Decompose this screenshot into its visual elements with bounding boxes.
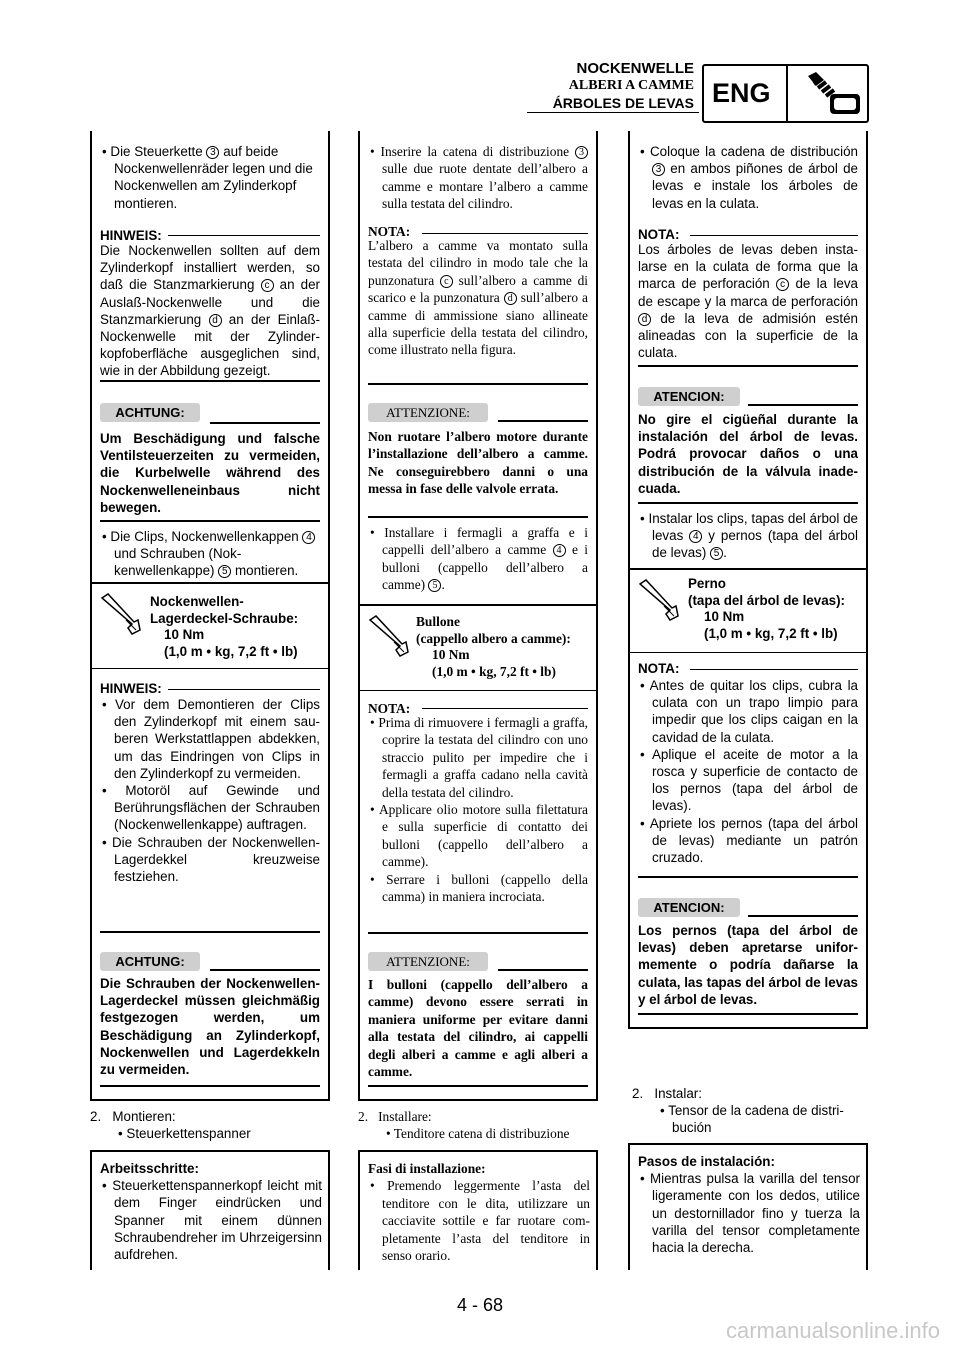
list-item: • Serrare i bulloni (cappello della camma) in maniera incrociata. (370, 871, 588, 905)
torque-wrench-icon (366, 614, 410, 658)
es-step1b: • Instalar los clips, tapas del árbol de levas 4 y pernos (tapa del árbol de levas) 5 . (640, 511, 858, 561)
de-achtung2-text: Die Schrauben der Nockenwellen-Lagerdeckel müssen gleichmäßig festgezogen werden, um Beschädigung an Zylinderkopf, Nockenwellen und Lagerdekkeln zu vermeiden. (100, 976, 320, 1078)
de-achtung1-text: Um Beschädigung und falsche Ventilsteuerzeiten zu vermeiden, die Kurbelwelle während des Nockenwelleneinbaus nicht bewegen. (100, 431, 320, 515)
title-it: ALBERI A CAMME (568, 78, 694, 93)
de-achtung2-label: ACHTUNG: (100, 952, 200, 971)
de-step2: 2. Montieren: • Steuerkettenspanner (90, 1109, 251, 1142)
de-step1: • Die Steuerkette 3 auf beide Nockenwellenräder legen und die Nockenwellen am Zylinderkopf montieren. (102, 144, 313, 211)
header-underline (527, 112, 699, 113)
de-achtung1-label: ACHTUNG: (100, 403, 200, 422)
it-step1: • Inserire la catena di distribuzione 3 sulle due ruote dentate dell’albero a camme e montare l’albero a camme sulla testata del cilindro. (370, 144, 588, 212)
de-hinweis2-label: HINWEIS: (100, 681, 162, 696)
es-nota1-text: Los árboles de levas deben instalarse en la culata de forma que la marca de perforación c de la leva de escape y la marca de perforación d de la leva de admisión estén alineadas con la superficie de la culata. (638, 242, 858, 361)
watermark: carmanualsonline.info (725, 1318, 940, 1343)
es-step1: • Coloque la cadena de distribución 3 en ambos piñones de árbol de levas e instale los árboles de levas en la culata. (640, 144, 858, 211)
de-arbeitsschritte-box: Arbeitsschritte: • Steuerkettenspannerkopf leicht mit dem Finger eindrücken und Spanner mit einem dünnen Schraubendreher im Uhrzeigersinn aufdrehen. (90, 1150, 330, 1270)
section-code: ENG (712, 78, 771, 108)
es-nota2-list (638, 677, 858, 866)
list-item: • Antes de quitar los clips, cubra la culata con un trapo limpio para impedir que los clips caigan en la cavidad de la culata. (640, 678, 859, 745)
it-attenzione1-label: ATTENZIONE: (368, 403, 488, 422)
it-attenzione1-text: Non ruotare l’albero motore durante l’installazione dell’albero a camme. Ne conseguirebbero danni o una messa in fase delle valvole errata. (368, 429, 588, 497)
torque-wrench-icon (636, 578, 680, 622)
it-nota2-label: NOTA: (368, 701, 411, 716)
es-nota1-label: NOTA: (638, 227, 680, 242)
list-item: • Applicare olio motore sulla filettatura e sulla superficie di contatto dei bulloni (cappello dell’albero a camme). (370, 802, 589, 870)
it-nota1-text: L’albero a camme va montato sulla testata del cilindro in modo tale che la punzonatura c sull’albero a camme di scarico e la punzonatura d sull’albero a camme di ammissione siano allineate alla superficie della testata del cilindro, come illustrato nella figura. (368, 238, 588, 358)
it-torque-box (358, 604, 598, 690)
es-atencion2-label: ATENCION: (638, 898, 740, 917)
de-torque-spec: Nockenwellen-Lagerdeckel-Schraube: 10 Nm (1,0 m • kg, 7,2 ft • lb) (150, 594, 299, 659)
title-de: NOCKENWELLE (576, 60, 694, 77)
engine-spring-icon (794, 68, 864, 120)
it-step2: 2. Installare: • Tenditore catena di distribuzione (358, 1109, 570, 1142)
es-nota2-label: NOTA: (638, 661, 680, 676)
it-nota2-list (368, 714, 588, 905)
es-atencion1-label: ATENCION: (638, 387, 740, 406)
es-step2: 2. Instalar: • Tensor de la cadena de distribución (632, 1086, 844, 1136)
it-attenzione2-text: I bulloni (cappello dell’albero a camme) devono essere serrati in maniera uniforme per evitare danni alla testata del cilindro, ai cappelli degli alberi a camme e agli alberi a camme. (368, 977, 588, 1080)
title-es: ÁRBOLES DE LEVAS (552, 95, 694, 111)
de-hinweis1-text: Die Nockenwellen sollten auf dem Zylinderkopf installiert werden, so daß die Stanzmarkierung c an der Auslaß-Nockenwelle und die Stanzmarkierung d an der Einlaß-Nockenwelle mit der Zylinderkopfoberfläche ausgeglichen sind, wie in der Abbildung gezeigt. (100, 243, 320, 379)
list-item: • Apriete los pernos (tapa del árbol de levas) mediante un patrón cruzado. (640, 815, 859, 866)
torque-wrench-icon (98, 592, 142, 636)
list-item: • Vor dem Demontieren der Clips den Zylinderkopf mit einem sauberen Werkstattlappen abdekken, um das Eindringen von Clips in den Zylinderkopf zu vermeiden. (102, 697, 320, 781)
de-torque-box (90, 582, 330, 668)
it-torque-spec: Bullone (cappello albero a camme): 10 Nm (1,0 m • kg, 7,2 ft • lb) (416, 614, 571, 679)
es-pasos-box: Pasos de instalación: • Mientras pulsa la varilla del tensor ligeramente con los dedos, utilice un destornillador fino y tuerza la varilla del tensor completamente hacia la derecha. (628, 1143, 868, 1270)
it-step1b: • Installare i fermagli a graffa e i cappelli dell’albero a camme 4 e i bulloni (cappello dell’albero a camme) 5 . (370, 525, 588, 593)
es-torque-spec: Perno (tapa del árbol de levas): 10 Nm (1,0 m • kg, 7,2 ft • lb) (688, 576, 846, 641)
de-hinweis2-list (100, 696, 320, 885)
list-item: • Die Schrauben der Nockenwellen-Lagerdekkel kreuzweise festziehen. (102, 834, 320, 885)
it-nota1-label: NOTA: (368, 224, 411, 239)
list-item: • Motoröl auf Gewinde und Berührungsflächen der Schrauben (Nockenwellenkappe) auftragen. (102, 783, 320, 833)
section-badge (702, 64, 869, 123)
list-item: • Prima di rimuovere i fermagli a graffa, coprire la testata del cilindro con uno straccio pulito per impedire che i fermagli a graffa cadano nella cavità della testata del cilindro. (370, 715, 588, 800)
page-number: 4 - 68 (456, 1295, 504, 1315)
de-hinweis1-label: HINWEIS: (100, 228, 162, 243)
it-attenzione2-label: ATTENZIONE: (368, 952, 488, 971)
es-atencion1-text: No gire el cigüeñal durante la instalación del árbol de levas. Podrá provocar daños o una distribución de la válvula inadecuada. (638, 412, 858, 496)
es-torque-box (628, 568, 868, 652)
it-fasi-box: Fasi di installazione: • Premendo leggermente l’asta del tenditore con le dita, utilizzare un cacciavite sottile e far ruotare completamente l’asta del tenditore in senso orario. (358, 1150, 598, 1270)
de-step1b: • Die Clips, Nockenwellenkappen 4 und Schrauben (Nokkenwellenkappe) 5 montieren. (100, 528, 320, 580)
es-atencion2-text: Los pernos (tapa del árbol de levas) deben apretarse uniformemente o podría dañarse la culata, las tapas del árbol de levas y el árbol de levas. (638, 923, 858, 1007)
list-item: • Aplique el aceite de motor a la rosca y superficie de contacto de los pernos (tapa del árbol de levas). (640, 746, 858, 814)
